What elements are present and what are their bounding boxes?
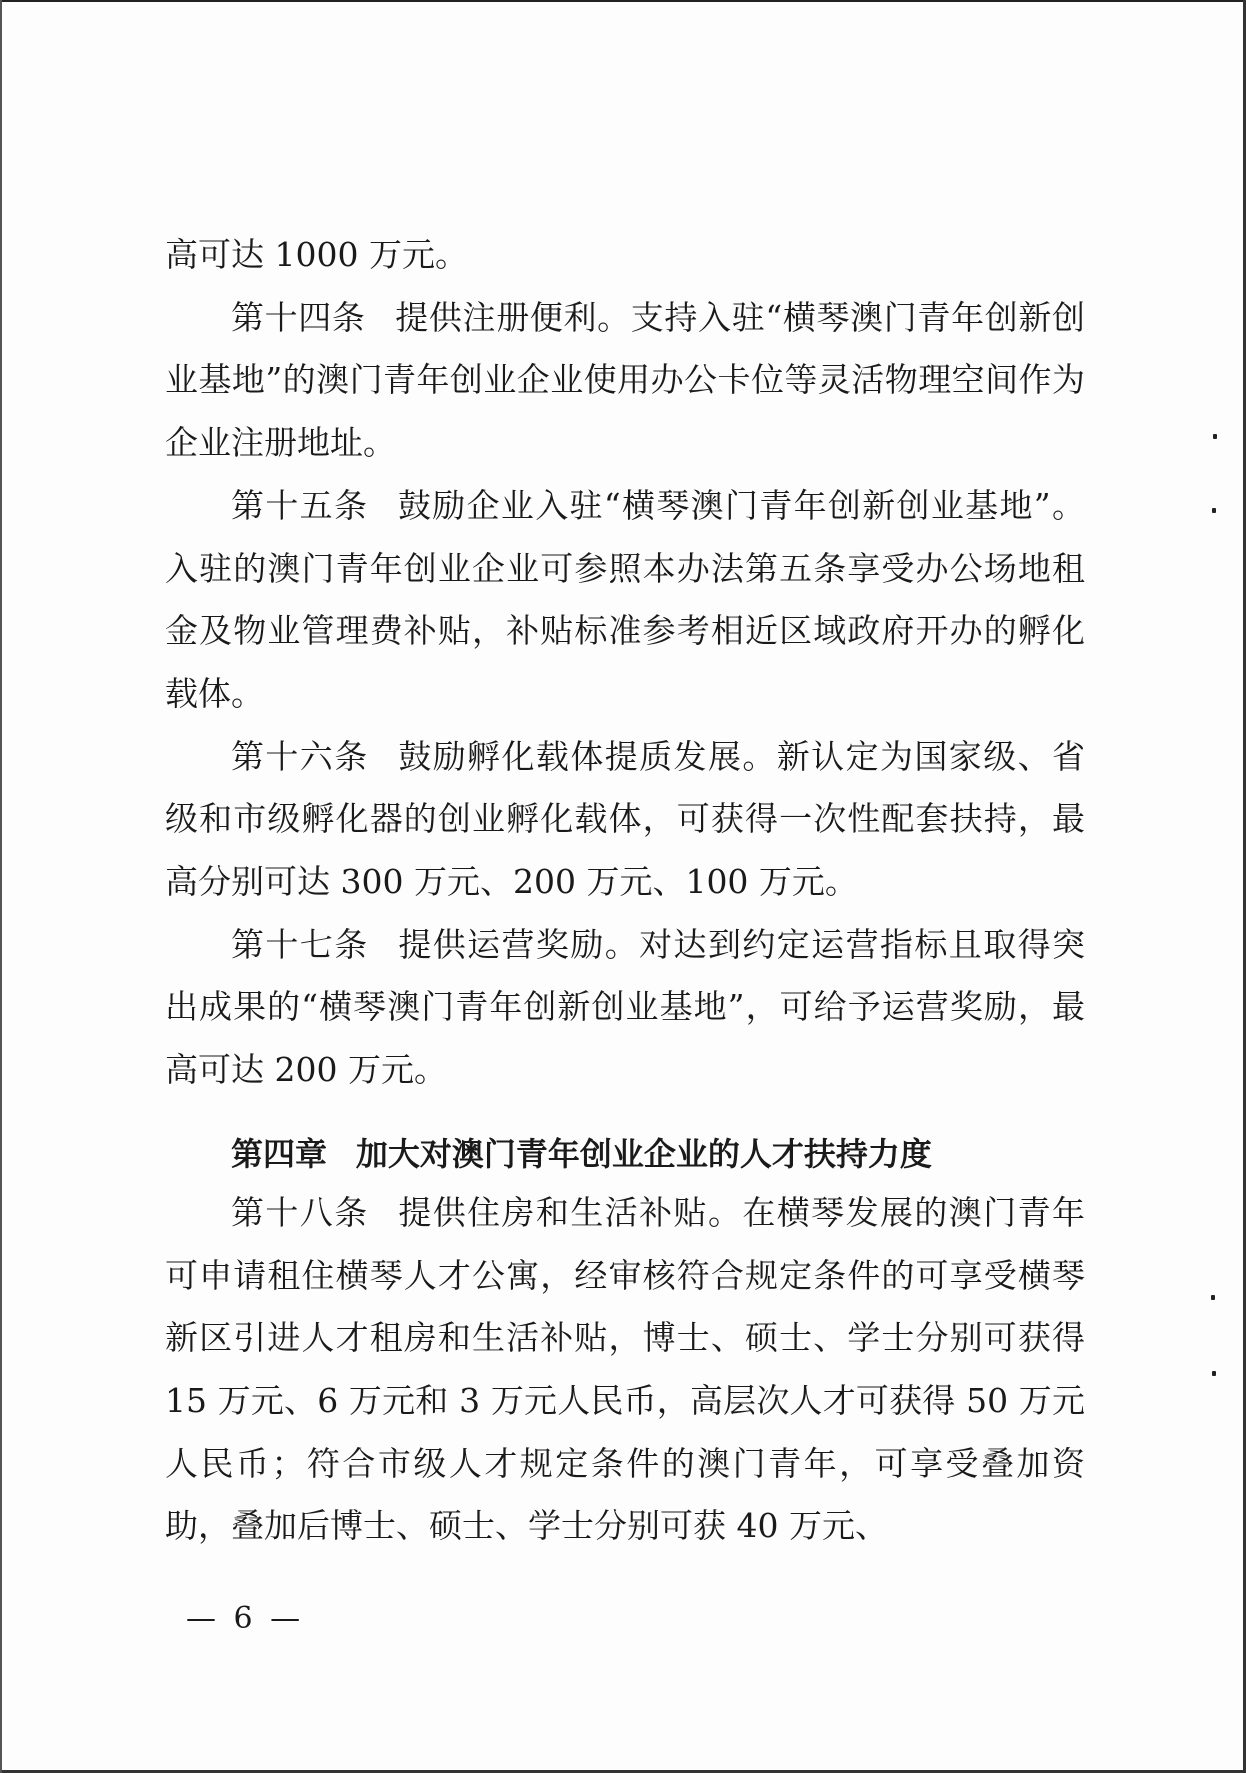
scan-speck xyxy=(1213,434,1217,439)
article-18 xyxy=(165,1182,1085,1558)
article-16 xyxy=(165,726,1085,914)
chapter-title: 加大对澳门青年创业企业的人才扶持力度 xyxy=(355,1134,932,1173)
article-text: 提供住房和生活补贴。在横琴发展的澳门青年可申请租住横琴人才公寓，经审核符合规定条件的可享受横琴新区引进人才租房和生活补贴，博士、硕士、学士分别可获得 15 万元、6 万元和 3 万元人民币，高层次人才可获得 50 万元人民币；符合市级人才规定条件的澳门青年，可享受叠加资助，叠加后博士、硕士、学士分别可获 40 万元、 xyxy=(165,1192,1086,1546)
article-text: 提供运营奖励。对达到约定运营指标且取得突出成果的“横琴澳门青年创新创业基地”，可给予运营奖励，最高可达 200 万元。 xyxy=(165,924,1086,1090)
article-number: 第十六条 xyxy=(231,736,369,776)
scan-edge-top xyxy=(0,0,1246,2)
article-14 xyxy=(165,287,1085,475)
article-number: 第十八条 xyxy=(231,1192,369,1232)
article-text: 提供注册便利。支持入驻“横琴澳门青年创新创业基地”的澳门青年创业企业使用办公卡位等灵活物理空间作为企业注册地址。 xyxy=(165,297,1086,463)
article-17 xyxy=(165,914,1085,1102)
page-number: — 6 — xyxy=(186,1601,305,1636)
scan-speck xyxy=(1212,1371,1216,1376)
article-number: 第十七条 xyxy=(231,924,369,964)
chapter-number: 第四章 xyxy=(231,1134,328,1173)
article-15 xyxy=(165,475,1085,726)
article-text: 鼓励企业入驻“横琴澳门青年创新创业基地”。入驻的澳门青年创业企业可参照本办法第五条享受办公场地租金及物业管理费补贴，补贴标准参考相近区域政府开办的孵化载体。 xyxy=(165,485,1085,713)
article-number: 第十五条 xyxy=(231,485,369,525)
article-text: 鼓励孵化载体提质发展。新认定为国家级、省级和市级孵化器的创业孵化载体，可获得一次性配套扶持，最高分别可达 300 万元、200 万元、100 万元。 xyxy=(165,736,1086,902)
article-number: 第十四条 xyxy=(231,297,366,337)
scan-speck xyxy=(1211,1295,1215,1300)
paragraph-continuation: 高可达 1000 万元。 xyxy=(165,235,468,274)
document-body xyxy=(165,224,1085,1558)
chapter-heading xyxy=(165,1126,1085,1182)
scan-speck xyxy=(1212,508,1216,513)
scan-edge-left xyxy=(0,0,2,1773)
